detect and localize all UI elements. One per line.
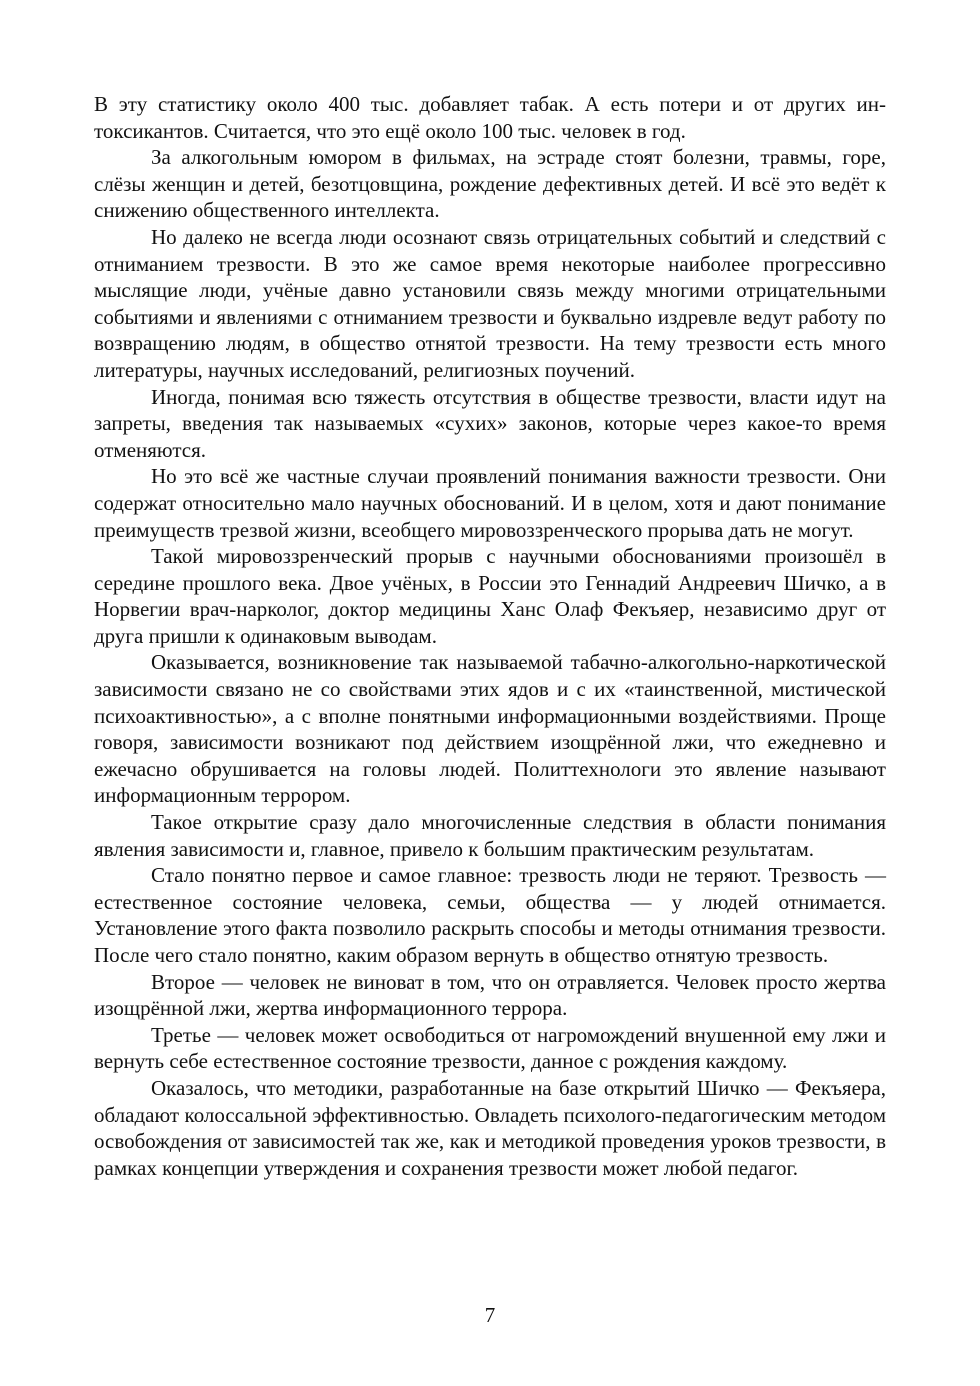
paragraph: Иногда, понимая всю тяжесть отсутствия в обществе трезвости, власти идут на запреты, введения так называемых «сухих» законов, которые через какое-то время отменяются.	[94, 384, 886, 462]
paragraph: Но далеко не всегда люди осознают связь отрицательных событий и следствий с отниманием трезвости. В это же самое время некоторые наиболее прогрессивно мыслящие люди, учёные давно установили связь между многими отрицательными событиями и явлениями с отниманием трезвости и буквально издревле ведут работу по возвращению людям, в общество отнятой трезвости. На тему трезвости есть много литературы, научных исследований, религиозных поучений.	[94, 224, 886, 382]
page-number: 7	[484, 1303, 496, 1327]
paragraph: За алкогольным юмором в фильмах, на эстраде стоят болезни, травмы, горе, слёзы женщин и детей, безотцовщина, рождение дефективных детей. И всё это ведёт к снижению общественного интеллекта.	[94, 145, 886, 223]
paragraph: Второе — человек не виноват в том, что он отравляется. Человек просто жертва изощрённой лжи, жертва информационного террора.	[94, 969, 886, 1021]
paragraph: Оказалось, что методики, разработанные на базе открытий Шичко — Фекъяера, обладают колоссальной эффективностью. Овладеть психолого-педагогическим методом освобождения от зависимостей так же, как и методикой проведения уроков трезвости, в рамках концепции утверждения и сохранения трезвости может любой педагог.	[94, 1075, 886, 1180]
page-body	[94, 91, 886, 1181]
paragraph: В эту статистику около 400 тыс. добавляет табак. А есть потери и от других интоксикантов. Считается, что это ещё около 100 тыс. человек в год.	[94, 92, 886, 143]
paragraph: Стало понятно первое и самое главное: трезвость люди не теряют. Трезвость — естественное состояние человека, семьи, общества — у людей отнимается. Установление этого факта позволило раскрыть способы и методы отнимания трезвости. После чего стало понятно, каким образом вернуть в общество отнятую трезвость.	[94, 863, 886, 967]
paragraph: Но это всё же частные случаи проявлений понимания важности трезвости. Они содержат относительно мало научных обоснований. И в целом, хотя и дают понимание преимуществ трезвой жизни, всеобщего мировоззренческого прорыва дать не могут.	[94, 464, 886, 542]
paragraph: Такой мировоззренческий прорыв с научными обоснованиями произошёл в середине прошлого века. Двое учёных, в России это Геннадий Андреевич Шичко, а в Норвегии врач-нарколог, доктор медицины Ханс Олаф Фекъяер, независимо друг от друга пришли к одинаковым выводам.	[94, 544, 886, 648]
paragraph: Оказывается, возникновение так называемой табачно-алкогольно-наркотической зависимости связано не со свойствами этих ядов и с их «таинственной, мистической психоактивностью», а с вполне понятными информационными воздействиями. Проще говоря, зависимости возникают под действием изощрённой лжи, что ежедневно и ежечасно обрушивается на головы людей. Политтехнологи это явление называют информационным террором.	[94, 650, 886, 808]
paragraph: Такое открытие сразу дало многочисленные следствия в области понимания явления зависимости и, главное, привело к большим практическим результатам.	[94, 810, 886, 861]
paragraph: Третье — человек может освободиться от нагромождений внушенной ему лжи и вернуть себе естественное состояние трезвости, данное с рождения каждому.	[94, 1022, 886, 1074]
